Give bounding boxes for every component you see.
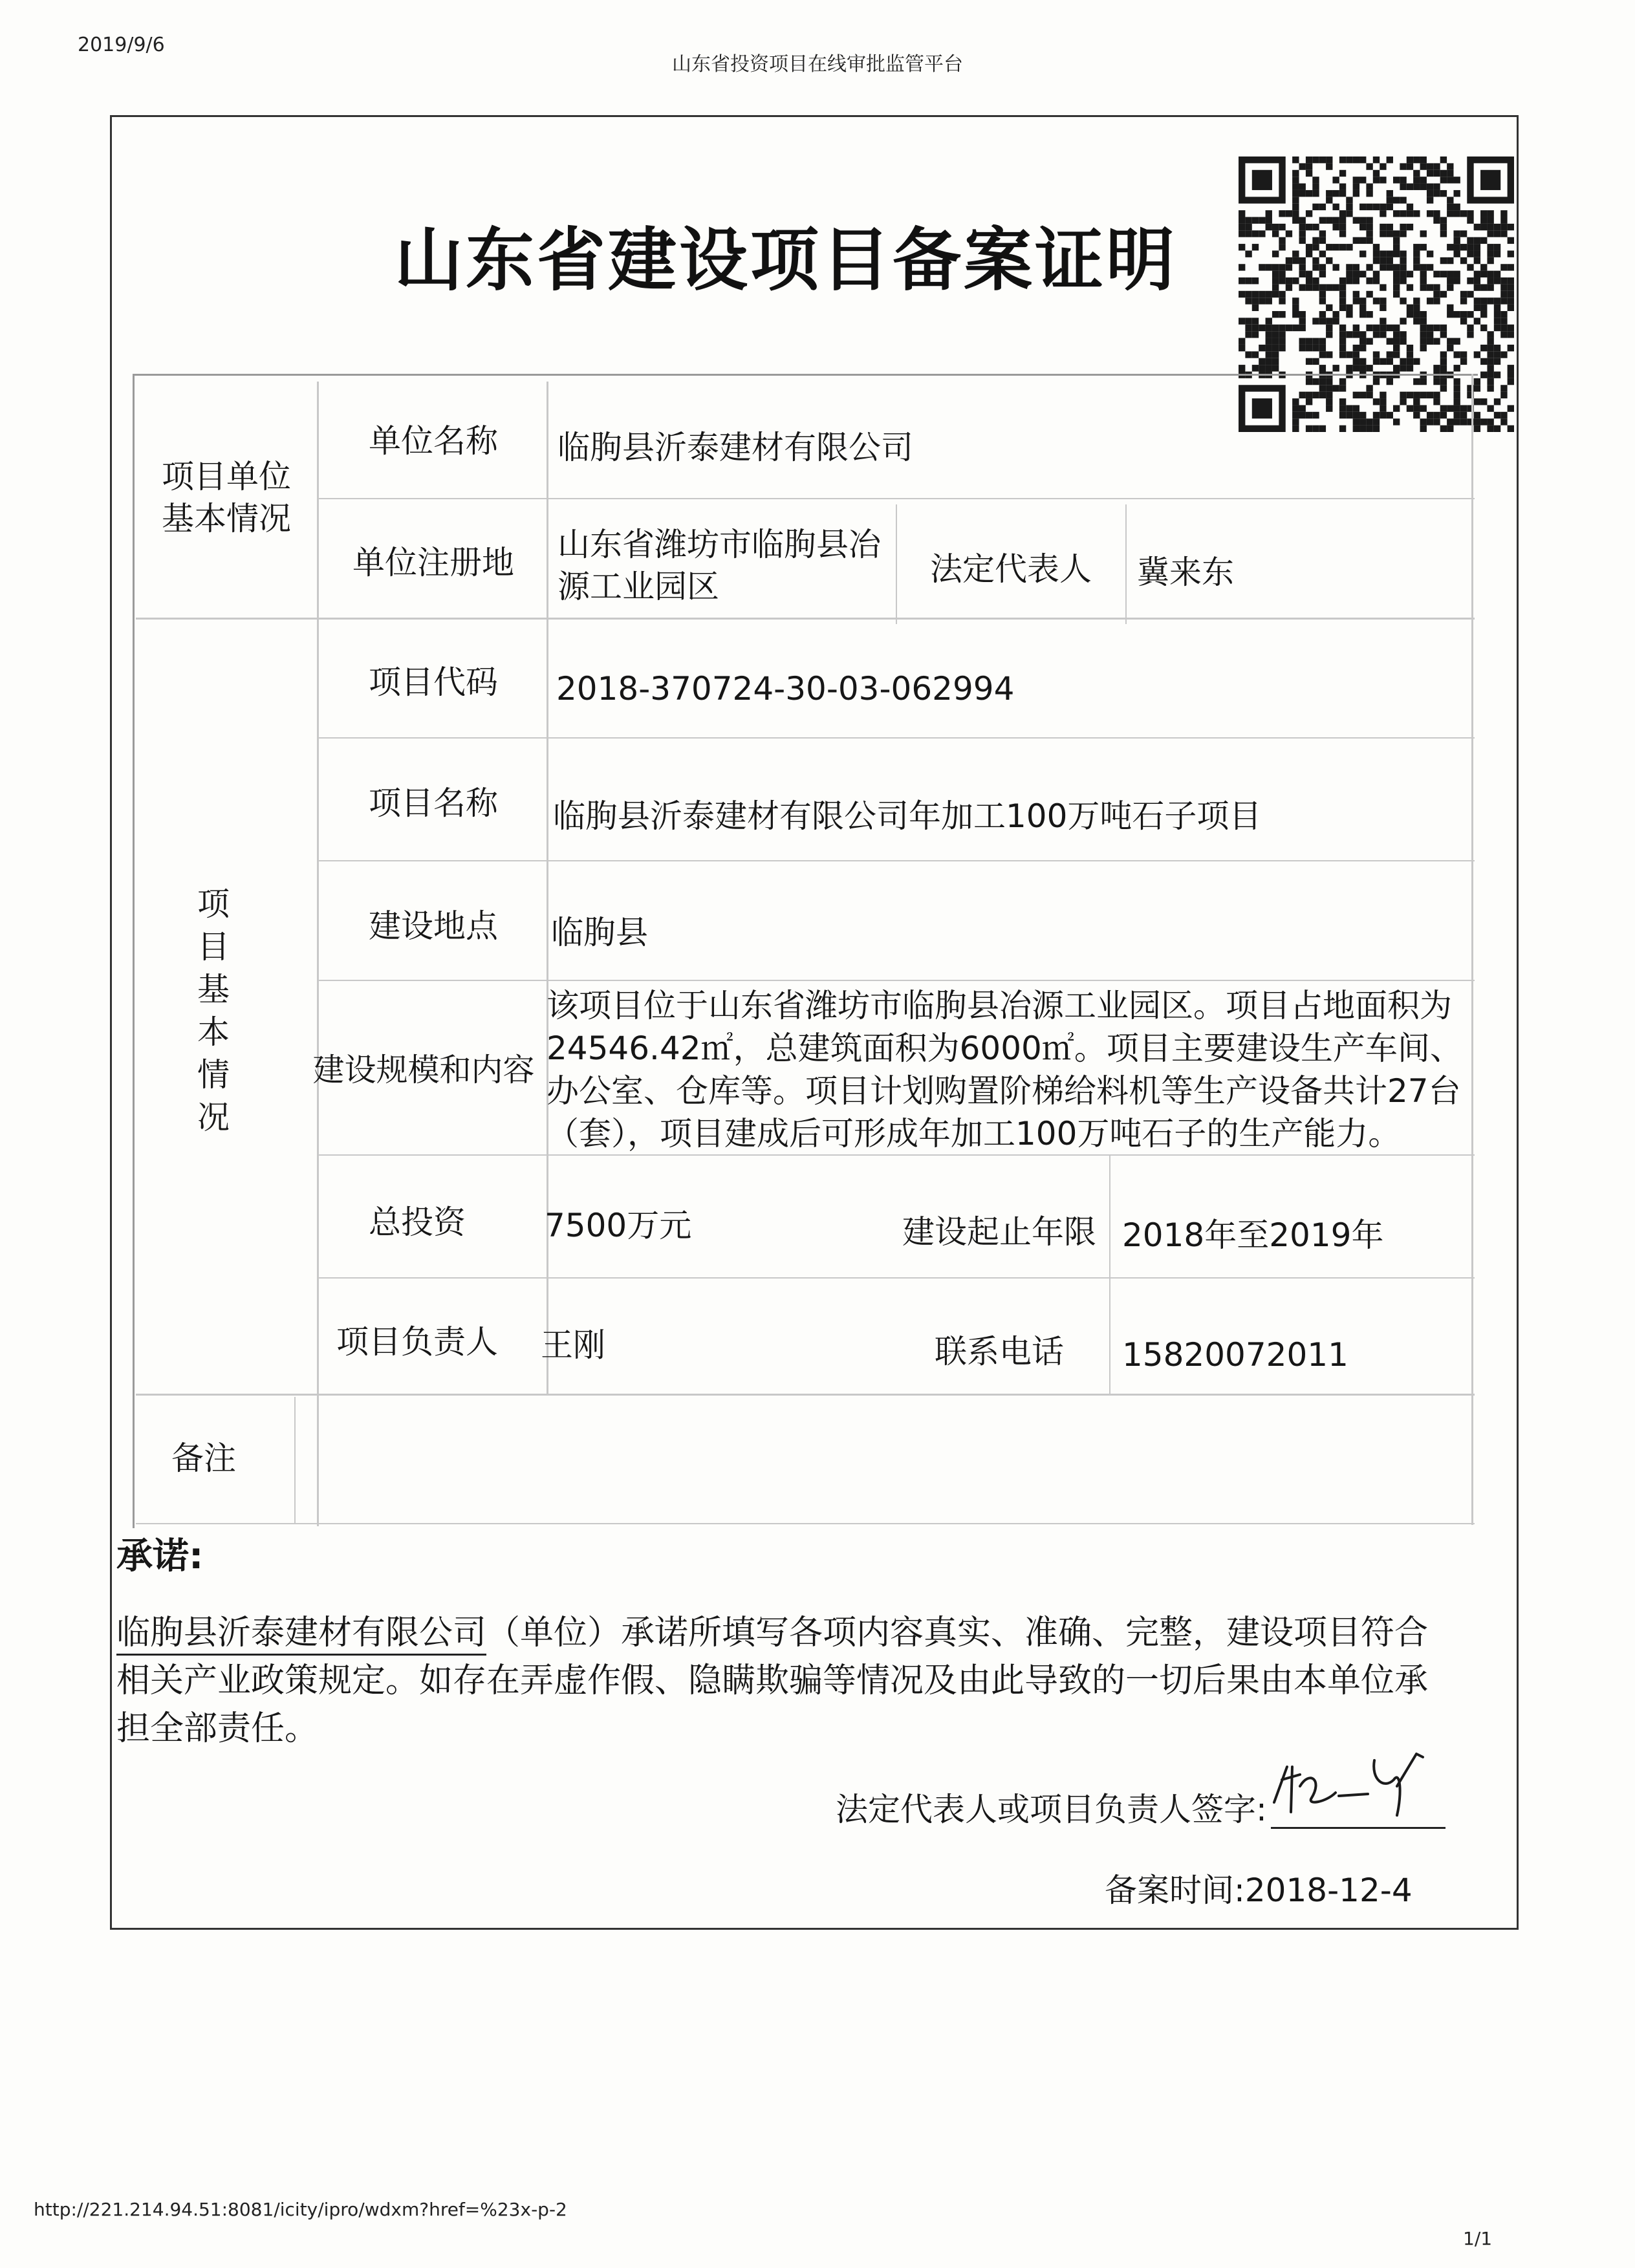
handwritten-signature bbox=[1261, 1741, 1455, 1831]
record-time-value: 2018-12-4 bbox=[1244, 1872, 1413, 1909]
project-section-label-char: 基 bbox=[197, 971, 230, 1008]
header-site-title: 山东省投资项目在线审批监管平台 bbox=[672, 53, 963, 76]
location-value: 临朐县 bbox=[551, 913, 648, 951]
project-section-label-char: 项 bbox=[197, 885, 230, 923]
project-section-label-char: 目 bbox=[197, 928, 230, 966]
unit-name-value: 临朐县沂泰建材有限公司 bbox=[558, 429, 913, 466]
unit-section-label: 项目单位 基本情况 bbox=[162, 458, 291, 537]
unit-address-value: 山东省潍坊市临朐县冶 源工业园区 bbox=[558, 526, 881, 605]
footer-url: http://221.214.94.51:8081/icity/ipro/wdxm?href=%23x-p-2 bbox=[34, 2199, 567, 2220]
project-section-label-char: 情 bbox=[197, 1056, 230, 1094]
phone-label: 联系电话 bbox=[935, 1332, 1064, 1370]
scope-value: 该项目位于山东省潍坊市临朐县冶源工业园区。项目占地面积为24546.42㎡，总建筑面积为6000㎡。项目主要建设生产车间、办公室、仓库等。项目计划购置阶梯给料机等生产设备共计27台（套），项目建成后可形成年加工100万吨石子的生产能力。 bbox=[547, 987, 1462, 1152]
period-label: 建设起止年限 bbox=[902, 1213, 1096, 1251]
pledge-title: 承诺: bbox=[116, 1535, 204, 1577]
investment-label: 总投资 bbox=[369, 1203, 466, 1241]
document-title: 山东省建设项目备案证明 bbox=[395, 221, 1177, 300]
project-section-label bbox=[188, 883, 239, 1139]
header-date: 2019/9/6 bbox=[78, 34, 165, 56]
signature-label: 法定代表人或项目负责人签字: bbox=[836, 1791, 1267, 1828]
unit-name-label: 单位名称 bbox=[369, 422, 498, 460]
investment-value: 7500万元 bbox=[545, 1206, 692, 1244]
legal-rep-label: 法定代表人 bbox=[930, 550, 1092, 588]
footer-page-number: 1/1 bbox=[1463, 2228, 1493, 2249]
signature-line bbox=[1271, 1827, 1446, 1829]
record-time bbox=[1105, 1864, 1413, 1911]
project-section-label-char: 况 bbox=[197, 1099, 230, 1136]
record-time-label: 备案时间: bbox=[1105, 1872, 1245, 1909]
period-value: 2018年至2019年 bbox=[1122, 1216, 1384, 1254]
project-section-label-char: 本 bbox=[197, 1013, 230, 1051]
scope-label: 建设规模和内容 bbox=[312, 1052, 535, 1089]
unit-address-label: 单位注册地 bbox=[352, 543, 514, 581]
project-name-value: 临朐县沂泰建材有限公司年加工100万吨石子项目 bbox=[553, 797, 1262, 835]
project-name-label: 项目名称 bbox=[369, 784, 498, 822]
manager-label: 项目负责人 bbox=[336, 1323, 498, 1361]
remarks-label: 备注 bbox=[171, 1439, 236, 1477]
project-code-value: 2018-370724-30-03-062994 bbox=[556, 669, 1015, 707]
remarks-value bbox=[310, 1413, 1462, 1504]
pledge-text-block bbox=[116, 1609, 1449, 1753]
location-label: 建设地点 bbox=[369, 907, 498, 945]
project-code-label: 项目代码 bbox=[369, 663, 498, 701]
phone-value: 15820072011 bbox=[1122, 1335, 1348, 1374]
legal-rep-value: 冀来东 bbox=[1137, 553, 1234, 591]
manager-value: 王刚 bbox=[541, 1326, 605, 1364]
pledge-unit-name: 临朐县沂泰建材有限公司 bbox=[116, 1614, 486, 1656]
pledge-text: （单位）承诺所填写各项内容真实、准确、完整，建设项目符合相关产业政策规定。如存在弄虚作假、隐瞒欺骗等情况及由此导致的一切后果由本单位承担全部责任。 bbox=[116, 1614, 1429, 1748]
